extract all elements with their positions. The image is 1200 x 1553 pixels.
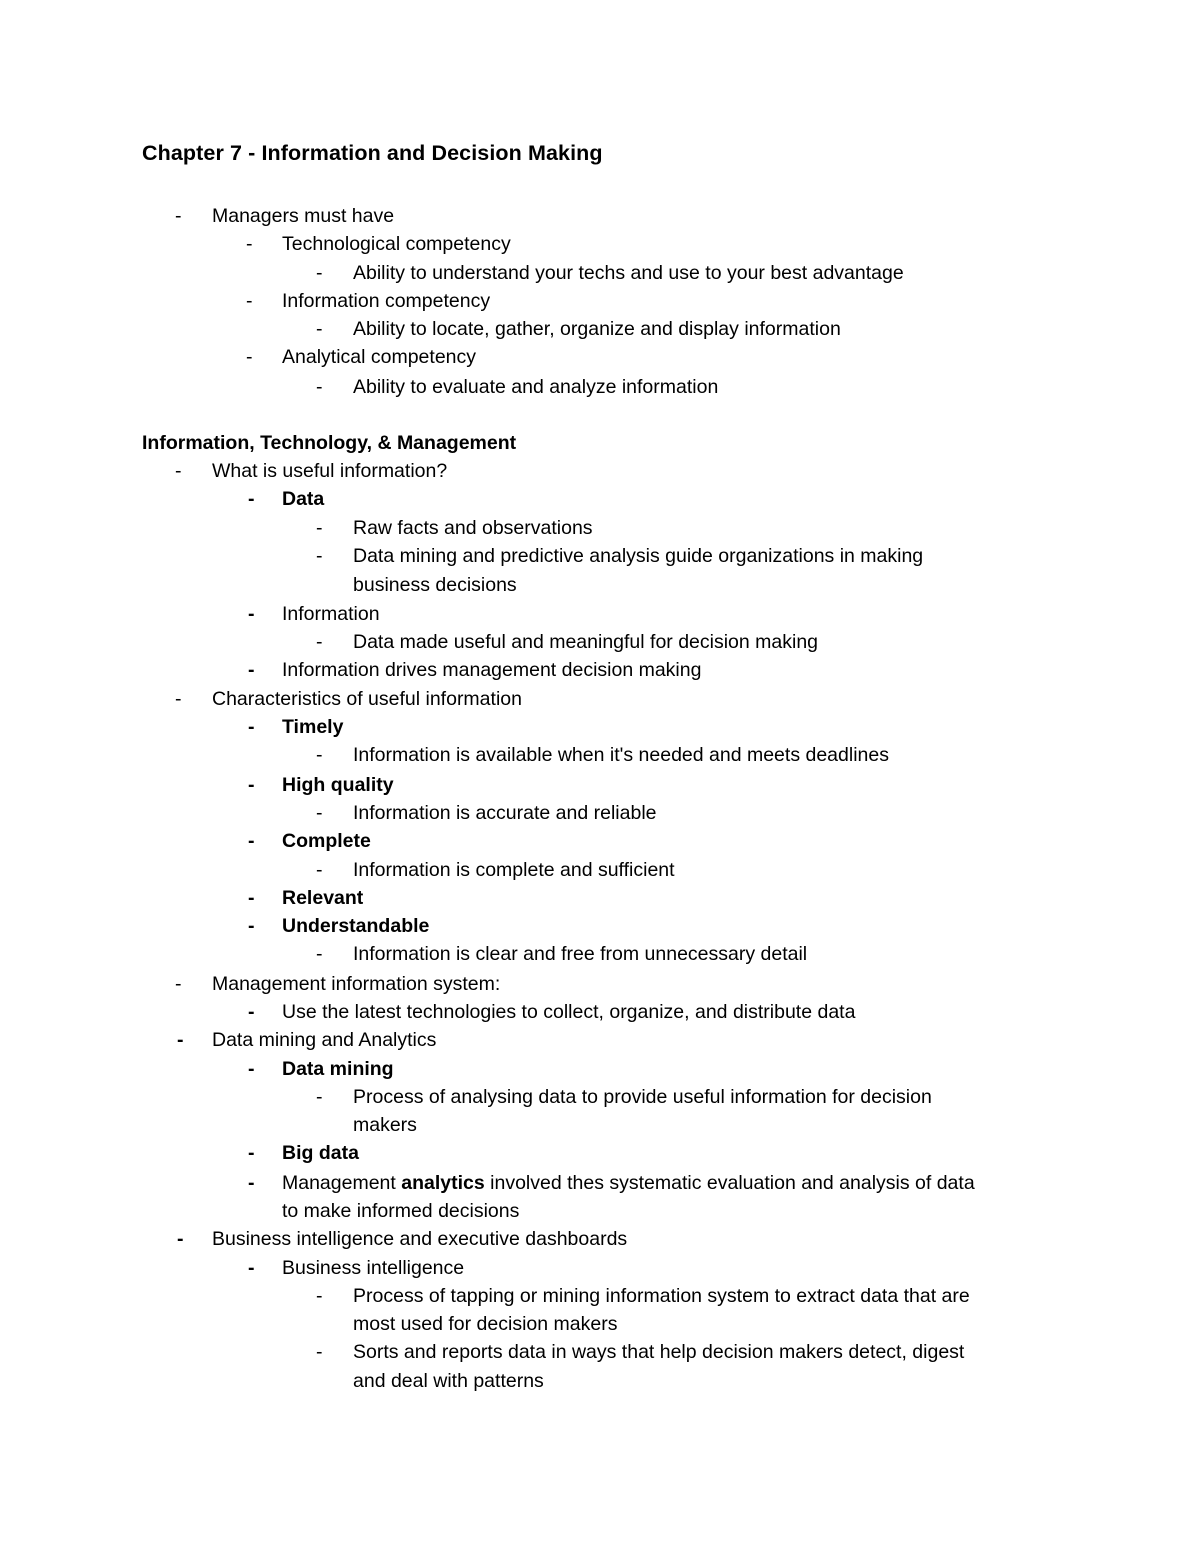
bullet-dash: - [248,488,255,510]
bullet-dash: - [248,659,255,681]
list-item: Information is clear and free from unnecessary detail [353,943,808,965]
bullet-dash: - [316,744,323,766]
list-item: Ability to understand your techs and use to your best advantage [353,262,904,284]
bullet-dash: - [246,346,253,368]
list-item: Raw facts and observations [353,517,593,539]
bullet-dash: - [177,1228,184,1250]
bullet-dash: - [248,887,255,909]
bullet-dash: - [316,517,323,539]
bullet-dash: - [316,545,323,567]
list-item-continuation: business decisions [353,574,517,596]
list-item: Business intelligence [282,1257,465,1279]
list-item: Timely [282,716,344,738]
bullet-dash: - [177,1029,184,1051]
list-item-continuation: makers [353,1114,417,1136]
bullet-dash: - [248,1142,255,1164]
list-item: Use the latest technologies to collect, organize, and distribute data [282,1001,856,1023]
list-item: Information is available when it's needed and meets deadlines [353,744,889,766]
bullet-dash: - [248,1001,255,1023]
list-item: Data mining and Analytics [212,1029,437,1051]
bullet-dash: - [316,376,323,398]
list-item: Sorts and reports data in ways that help decision makers detect, digest [353,1341,965,1363]
list-item: Information [282,603,380,625]
text-run: involved thes systematic evaluation and analysis of data [484,1172,975,1194]
list-item: What is useful information? [212,460,448,482]
list-item: Ability to evaluate and analyze information [353,376,719,398]
bullet-dash: - [316,1341,323,1363]
bullet-dash: - [246,290,253,312]
list-item: Characteristics of useful information [212,688,522,710]
list-item: Analytical competency [282,346,477,368]
list-item: Technological competency [282,233,511,255]
list-item-continuation: to make informed decisions [282,1200,520,1222]
bullet-dash: - [175,205,182,227]
list-item: Understandable [282,915,430,937]
list-item: Information drives management decision making [282,659,702,681]
list-item: Management information system: [212,973,501,995]
bullet-dash: - [175,973,182,995]
list-item: Data [282,488,325,510]
list-item: Data mining [282,1058,394,1080]
bullet-dash: - [316,1086,323,1108]
list-item: Big data [282,1142,359,1164]
bullet-dash: - [248,1257,255,1279]
bullet-dash: - [248,716,255,738]
list-item: Complete [282,830,371,852]
page-title: Chapter 7 - Information and Decision Making [142,141,603,165]
list-item: Process of analysing data to provide useful information for decision [353,1086,932,1108]
text-run-bold: analytics [401,1172,485,1194]
bullet-dash: - [316,943,323,965]
bullet-dash: - [175,688,182,710]
bullet-dash: - [248,603,255,625]
section-heading: Information, Technology, & Management [142,432,517,454]
list-item: Data made useful and meaningful for decision making [353,631,819,653]
bullet-dash: - [248,830,255,852]
bullet-dash: - [246,233,253,255]
list-item: Process of tapping or mining information system to extract data that are [353,1285,970,1307]
bullet-dash: - [316,631,323,653]
list-item: High quality [282,774,394,796]
bullet-dash: - [248,915,255,937]
bullet-dash: - [316,859,323,881]
bullet-dash: - [175,460,182,482]
list-item: Managers must have [212,205,395,227]
text-run: Management [282,1172,402,1194]
bullet-dash: - [316,262,323,284]
bullet-dash: - [316,802,323,824]
bullet-dash: - [248,774,255,796]
list-item: Ability to locate, gather, organize and display information [353,318,841,340]
list-item: Information competency [282,290,491,312]
list-item: Data mining and predictive analysis guide organizations in making [353,545,924,567]
bullet-dash: - [248,1058,255,1080]
bullet-dash: - [316,318,323,340]
bullet-dash: - [248,1172,255,1194]
list-item [282,1169,975,1197]
bullet-dash: - [316,1285,323,1307]
list-item-continuation: and deal with patterns [353,1370,544,1392]
list-item: Information is accurate and reliable [353,802,657,824]
list-item-continuation: most used for decision makers [353,1313,618,1335]
list-item: Business intelligence and executive dashboards [212,1228,628,1250]
list-item: Relevant [282,887,364,909]
list-item: Information is complete and sufficient [353,859,675,881]
